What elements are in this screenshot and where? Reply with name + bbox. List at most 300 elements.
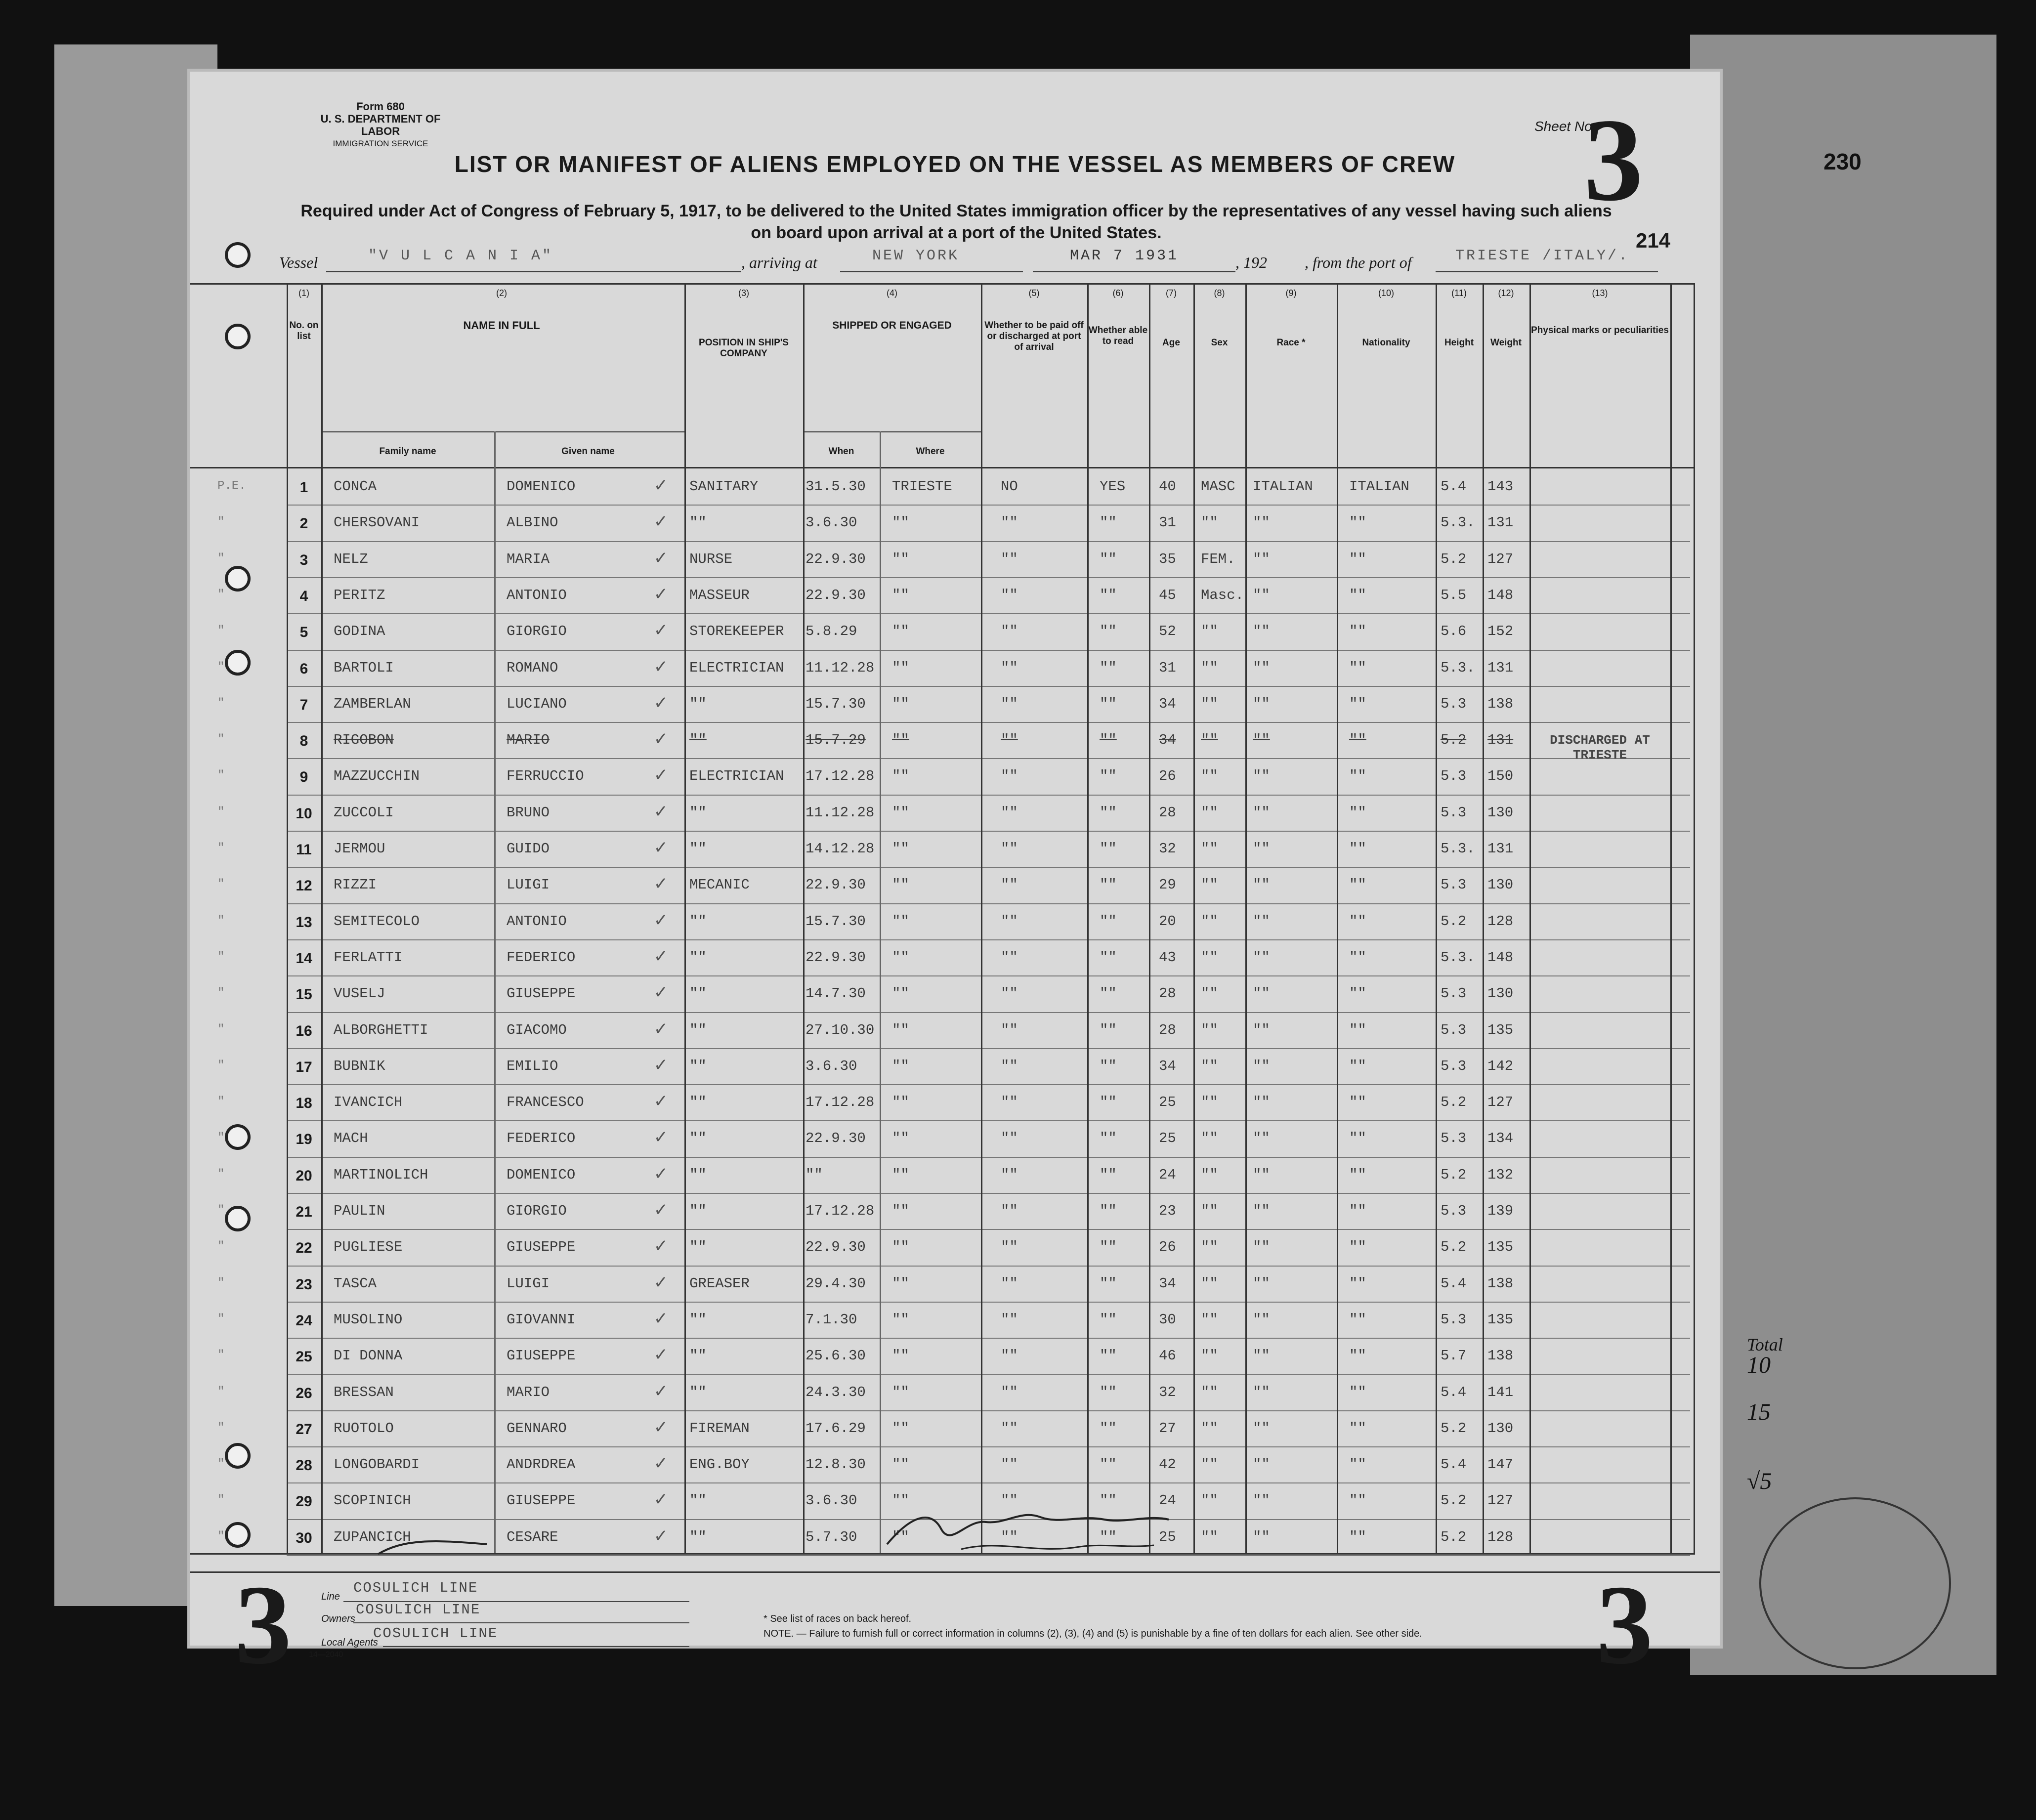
binder-hole — [225, 242, 251, 268]
cell-paid: "" — [1001, 1275, 1018, 1292]
cell-paid: "" — [1001, 550, 1018, 567]
manifest-footer — [190, 1562, 1720, 1688]
row-number: 4 — [299, 588, 308, 604]
cell-sex: "" — [1201, 623, 1218, 640]
cell-height: 5.3 — [1441, 768, 1467, 785]
cell-weight: 150 — [1487, 768, 1514, 785]
cell-given: GIUSEPPE — [507, 1239, 576, 1256]
cell-paid: "" — [1001, 768, 1018, 785]
cell-race: "" — [1253, 1348, 1270, 1364]
table-row — [190, 1338, 1693, 1374]
row-number: 24 — [296, 1312, 312, 1329]
check-mark-icon: ✓ — [655, 910, 667, 932]
col-num-12: (12) — [1498, 288, 1514, 298]
cell-height: 5.2 — [1441, 913, 1467, 930]
cell-race: "" — [1253, 1166, 1270, 1183]
cell-race: "" — [1253, 768, 1270, 785]
cell-age: 46 — [1159, 1348, 1176, 1364]
cell-race: "" — [1253, 732, 1270, 749]
cell-race: "" — [1253, 1275, 1270, 1292]
cell-nat: "" — [1349, 1130, 1366, 1147]
check-mark-icon: ✓ — [655, 801, 667, 824]
cell-position: "" — [689, 985, 707, 1002]
cell-sex: "" — [1201, 1492, 1218, 1509]
cell-when: 3.6.30 — [806, 1058, 857, 1074]
check-mark-icon: ✓ — [655, 656, 667, 679]
cell-position: "" — [689, 949, 707, 966]
cell-nat: "" — [1349, 1456, 1366, 1473]
cell-where: "" — [892, 550, 909, 567]
owners-value: COSULICH LINE — [356, 1602, 481, 1618]
table-row — [190, 722, 1693, 758]
cell-where: "" — [892, 1094, 909, 1111]
cell-weight: 132 — [1487, 1166, 1514, 1183]
cell-weight: 138 — [1487, 1275, 1514, 1292]
cell-when: 17.12.28 — [806, 768, 875, 785]
cell-read: "" — [1100, 514, 1117, 531]
cell-family: TASCA — [334, 1275, 377, 1292]
col-head-shipped: SHIPPED OR ENGAGED — [832, 320, 952, 331]
crew-table — [190, 283, 1693, 1553]
margin-mark: " — [217, 733, 225, 747]
department-name: U. S. DEPARTMENT OF LABOR — [320, 113, 441, 137]
cell-race: "" — [1253, 550, 1270, 567]
cell-height: 5.3 — [1441, 1311, 1467, 1328]
col-head-age: Age — [1162, 338, 1180, 348]
col-head-height: Height — [1444, 338, 1474, 348]
cell-when: 17.6.29 — [806, 1420, 866, 1437]
sheet-number: 3 — [1584, 94, 1643, 225]
cell-weight: 131 — [1487, 514, 1514, 531]
cell-paid: "" — [1001, 1384, 1018, 1400]
row-number: 14 — [296, 950, 312, 967]
subtitle-line-1: Required under Act of Congress of February 5, 1917, to be delivered to the United States immigration officer by the representatives of any vessel having such aliens — [300, 202, 1612, 220]
cell-race: "" — [1253, 804, 1270, 821]
cell-position: STOREKEEPER — [689, 623, 784, 640]
cell-sex: "" — [1201, 1130, 1218, 1147]
table-row — [190, 867, 1693, 903]
cell-race: "" — [1253, 659, 1270, 676]
cell-paid: "" — [1001, 804, 1018, 821]
cell-given: FERRUCCIO — [507, 768, 584, 785]
form-code: 14—2040 — [309, 1651, 343, 1659]
cell-height: 5.3 — [1441, 1203, 1467, 1219]
cell-read: "" — [1100, 1094, 1117, 1111]
cell-weight: 142 — [1487, 1058, 1514, 1074]
cell-where: "" — [892, 1492, 909, 1509]
underlying-right-sheet — [1690, 35, 1996, 1675]
agents-value: COSULICH LINE — [373, 1625, 498, 1642]
cell-position: FIREMAN — [689, 1420, 750, 1437]
table-row — [190, 939, 1693, 975]
check-mark-icon: ✓ — [655, 1381, 667, 1403]
row-number: 7 — [299, 696, 308, 713]
tally-value-1: 10 — [1747, 1352, 1771, 1378]
cell-sex: "" — [1201, 1384, 1218, 1400]
cell-weight: 134 — [1487, 1130, 1514, 1147]
cell-where: "" — [892, 1203, 909, 1219]
cell-given: GIORGIO — [507, 623, 567, 640]
table-row — [190, 1120, 1693, 1156]
service-name: IMMIGRATION SERVICE — [333, 139, 428, 148]
cell-where: "" — [892, 623, 909, 640]
table-row — [190, 541, 1693, 577]
cell-nat: "" — [1349, 1275, 1366, 1292]
table-row — [190, 1229, 1693, 1265]
cell-age: 52 — [1159, 623, 1176, 640]
cell-when: 27.10.30 — [806, 1021, 875, 1038]
row-number: 28 — [296, 1457, 312, 1474]
page-subtitle — [240, 200, 1673, 244]
cell-position: "" — [689, 732, 707, 749]
cell-when: 3.6.30 — [806, 1492, 857, 1509]
table-row — [190, 1193, 1693, 1229]
cell-nat: "" — [1349, 768, 1366, 785]
sheet-label: Sheet No. — [1534, 119, 1596, 134]
cell-race: "" — [1253, 587, 1270, 603]
cell-sex: "" — [1201, 1456, 1218, 1473]
footer-sheet-number-right: 3 — [1596, 1562, 1653, 1688]
cell-position: ELECTRICIAN — [689, 659, 784, 676]
cell-sex: "" — [1201, 1166, 1218, 1183]
cell-weight: 135 — [1487, 1239, 1514, 1256]
row-number: 10 — [296, 805, 312, 822]
cell-given: LUIGI — [507, 877, 550, 893]
cell-where: "" — [892, 1239, 909, 1256]
cell-paid: "" — [1001, 1311, 1018, 1328]
cell-age: 32 — [1159, 1384, 1176, 1400]
cell-read: "" — [1100, 768, 1117, 785]
vessel-label: Vessel — [279, 254, 318, 271]
margin-mark: " — [217, 805, 225, 819]
row-number: 23 — [296, 1276, 312, 1293]
cell-read: "" — [1100, 1311, 1117, 1328]
cell-height: 5.2 — [1441, 1094, 1467, 1111]
cell-when: 15.7.30 — [806, 913, 866, 930]
cell-given: GENNARO — [507, 1420, 567, 1437]
cell-read: YES — [1100, 478, 1126, 495]
penalty-note: NOTE. — Failure to furnish full or correct information in columns (2), (3), (4) and (5) is punishable by a fine of ten dollars for each alien. See other side. — [764, 1628, 1422, 1639]
check-mark-icon: ✓ — [655, 1453, 667, 1476]
table-row — [190, 1374, 1693, 1410]
margin-mark: " — [217, 1349, 225, 1362]
cell-given: LUCIANO — [507, 695, 567, 712]
cell-weight: 135 — [1487, 1021, 1514, 1038]
cell-position: "" — [689, 1166, 707, 1183]
cell-nat: "" — [1349, 514, 1366, 531]
cell-height: 5.2 — [1441, 1420, 1467, 1437]
cell-height: 5.2 — [1441, 1528, 1467, 1545]
cell-family: MARTINOLICH — [334, 1166, 428, 1183]
cell-age: 24 — [1159, 1166, 1176, 1183]
check-mark-icon: ✓ — [655, 584, 667, 606]
page-title: LIST OR MANIFEST OF ALIENS EMPLOYED ON THE VESSEL AS MEMBERS OF CREW — [454, 151, 1456, 177]
cell-height: 5.3 — [1441, 985, 1467, 1002]
cell-paid: "" — [1001, 1166, 1018, 1183]
cell-nat: "" — [1349, 1021, 1366, 1038]
row-number: 17 — [296, 1058, 312, 1075]
cell-position: "" — [689, 1492, 707, 1509]
row-number: 1 — [299, 479, 308, 496]
cell-height: 5.4 — [1441, 1384, 1467, 1400]
cell-age: 30 — [1159, 1311, 1176, 1328]
cell-where: "" — [892, 659, 909, 676]
table-row — [190, 468, 1693, 505]
cell-age: 34 — [1159, 695, 1176, 712]
cell-where: "" — [892, 1130, 909, 1147]
cell-read: "" — [1100, 1203, 1117, 1219]
row-number: 18 — [296, 1095, 312, 1112]
cell-age: 27 — [1159, 1420, 1176, 1437]
cell-where: "" — [892, 514, 909, 531]
cell-age: 26 — [1159, 1239, 1176, 1256]
cell-given: DOMENICO — [507, 478, 576, 495]
margin-mark: " — [217, 1276, 225, 1290]
cell-family: SEMITECOLO — [334, 913, 420, 930]
margin-mark: " — [217, 1421, 225, 1435]
table-row — [190, 975, 1693, 1012]
col-head-family-name: Family name — [379, 446, 436, 457]
cell-read: "" — [1100, 1021, 1117, 1038]
cell-weight: 138 — [1487, 1348, 1514, 1364]
cell-where: "" — [892, 913, 909, 930]
cell-paid: "" — [1001, 1492, 1018, 1509]
margin-mark: " — [217, 624, 225, 638]
cell-when: 22.9.30 — [806, 550, 866, 567]
row-number: 3 — [299, 551, 308, 568]
cell-when: 7.1.30 — [806, 1311, 857, 1328]
cell-where: "" — [892, 841, 909, 857]
check-mark-icon: ✓ — [655, 1417, 667, 1439]
cell-height: 5.6 — [1441, 623, 1467, 640]
cell-family: ZAMBERLAN — [334, 695, 411, 712]
cell-height: 5.4 — [1441, 1275, 1467, 1292]
cell-height: 5.2 — [1441, 1492, 1467, 1509]
cell-age: 40 — [1159, 478, 1176, 495]
row-number: 8 — [299, 733, 308, 750]
margin-mark: " — [217, 551, 225, 565]
cell-height: 5.2 — [1441, 1239, 1467, 1256]
cell-height: 5.2 — [1441, 550, 1467, 567]
cell-weight: 130 — [1487, 877, 1514, 893]
cell-age: 31 — [1159, 659, 1176, 676]
check-mark-icon: ✓ — [655, 1525, 667, 1548]
cell-when: 31.5.30 — [806, 478, 866, 495]
cell-age: 34 — [1159, 1275, 1176, 1292]
cell-age: 24 — [1159, 1492, 1176, 1509]
cell-age: 28 — [1159, 1021, 1176, 1038]
col-num-5: (5) — [1028, 288, 1040, 298]
cell-when: 25.6.30 — [806, 1348, 866, 1364]
col-head-where: Where — [916, 446, 945, 457]
cell-given: LUIGI — [507, 1275, 550, 1292]
cell-given: ROMANO — [507, 659, 558, 676]
check-mark-icon: ✓ — [655, 511, 667, 534]
cell-read: "" — [1100, 1130, 1117, 1147]
vessel-line — [279, 248, 1712, 278]
cell-given: EMILIO — [507, 1058, 558, 1074]
cell-paid: "" — [1001, 1094, 1018, 1111]
cell-height: 5.3. — [1441, 659, 1475, 676]
table-row — [190, 1048, 1693, 1084]
cell-weight: 131 — [1487, 841, 1514, 857]
cell-family: RIZZI — [334, 877, 377, 893]
cell-sex: "" — [1201, 985, 1218, 1002]
col-head-sex: Sex — [1211, 338, 1228, 348]
cell-when: 24.3.30 — [806, 1384, 866, 1400]
col-head-physical-marks: Physical marks or peculiarities — [1531, 325, 1669, 336]
cell-where: "" — [892, 1348, 909, 1364]
cell-sex: "" — [1201, 1094, 1218, 1111]
cell-nat: "" — [1349, 1166, 1366, 1183]
cell-sex: "" — [1201, 1528, 1218, 1545]
margin-mark: " — [217, 950, 225, 964]
cell-given: CESARE — [507, 1528, 558, 1545]
cell-given: ALBINO — [507, 514, 558, 531]
cell-height: 5.2 — [1441, 1166, 1467, 1183]
margin-mark: " — [217, 1312, 225, 1326]
cell-when: "" — [806, 1166, 823, 1183]
cell-where: "" — [892, 1528, 909, 1545]
cell-nat: "" — [1349, 659, 1366, 676]
cell-nat: "" — [1349, 1384, 1366, 1400]
cell-position: "" — [689, 1348, 707, 1364]
row-number: 11 — [296, 842, 312, 858]
cell-family: BUBNIK — [334, 1058, 385, 1074]
row-number: 21 — [296, 1204, 312, 1220]
col-num-4: (4) — [887, 288, 897, 298]
cell-age: 34 — [1159, 1058, 1176, 1074]
cell-nat: "" — [1349, 1492, 1366, 1509]
cell-age: 25 — [1159, 1528, 1176, 1545]
cell-age: 45 — [1159, 587, 1176, 603]
cell-age: 35 — [1159, 550, 1176, 567]
cell-family: JERMOU — [334, 841, 385, 857]
cell-paid: "" — [1001, 1203, 1018, 1219]
cell-age: 20 — [1159, 913, 1176, 930]
cell-position: "" — [689, 514, 707, 531]
cell-paid: "" — [1001, 1528, 1018, 1545]
arriving-label: , arriving at — [741, 254, 817, 271]
cell-race: "" — [1253, 1528, 1270, 1545]
cell-race: "" — [1253, 1130, 1270, 1147]
cell-nat: "" — [1349, 804, 1366, 821]
cell-race: "" — [1253, 841, 1270, 857]
col-head-when: When — [828, 446, 854, 457]
cell-read: "" — [1100, 913, 1117, 930]
cell-read: "" — [1100, 1528, 1117, 1545]
cell-family: ALBORGHETTI — [334, 1021, 428, 1038]
cell-when: 5.7.30 — [806, 1528, 857, 1545]
col-num-10: (10) — [1378, 288, 1394, 298]
cell-weight: 152 — [1487, 623, 1514, 640]
cell-sex: "" — [1201, 695, 1218, 712]
manifest-sheet — [190, 72, 1720, 1688]
cell-weight: 130 — [1487, 1420, 1514, 1437]
margin-mark: " — [217, 1457, 225, 1471]
cell-read: "" — [1100, 550, 1117, 567]
cell-sex: "" — [1201, 949, 1218, 966]
cell-family: GODINA — [334, 623, 385, 640]
table-row — [190, 1157, 1693, 1193]
cell-paid: "" — [1001, 913, 1018, 930]
cell-paid: "" — [1001, 1021, 1018, 1038]
margin-mark: " — [217, 1095, 225, 1109]
cell-weight: 139 — [1487, 1203, 1514, 1219]
cell-where: "" — [892, 1021, 909, 1038]
row-number: 9 — [299, 769, 308, 786]
col-head-number: No. on list — [289, 320, 319, 341]
vessel-name: "V U L C A N I A" — [368, 248, 553, 264]
col-num-9: (9) — [1285, 288, 1297, 298]
cell-weight: 130 — [1487, 985, 1514, 1002]
cell-nat: "" — [1349, 1203, 1366, 1219]
table-row — [190, 577, 1693, 613]
cell-race: "" — [1253, 1456, 1270, 1473]
cell-given: BRUNO — [507, 804, 550, 821]
cell-nat: "" — [1349, 550, 1366, 567]
cell-where: "" — [892, 804, 909, 821]
cell-read: "" — [1100, 695, 1117, 712]
margin-mark: " — [217, 769, 225, 783]
row-number: 15 — [296, 986, 312, 1003]
cell-weight: 131 — [1487, 659, 1514, 676]
cell-position: "" — [689, 1021, 707, 1038]
cell-height: 5.3 — [1441, 1058, 1467, 1074]
cell-height: 5.7 — [1441, 1348, 1467, 1364]
table-row — [190, 795, 1693, 831]
margin-mark: " — [217, 1058, 225, 1072]
cell-age: 28 — [1159, 804, 1176, 821]
page-number: 214 — [1636, 229, 1671, 252]
cell-position: "" — [689, 1130, 707, 1147]
cell-nat: "" — [1349, 985, 1366, 1002]
cell-given: MARIO — [507, 732, 550, 749]
check-mark-icon: ✓ — [655, 1272, 667, 1295]
cell-paid: "" — [1001, 1348, 1018, 1364]
footer-sheet-number-left: 3 — [235, 1562, 292, 1688]
cell-read: "" — [1100, 732, 1117, 749]
cell-read: "" — [1100, 949, 1117, 966]
check-mark-icon: ✓ — [655, 1200, 667, 1222]
cell-paid: "" — [1001, 623, 1018, 640]
cell-when: 22.9.30 — [806, 877, 866, 893]
cell-nat: "" — [1349, 913, 1366, 930]
cell-read: "" — [1100, 623, 1117, 640]
col-num-6: (6) — [1112, 288, 1124, 298]
cell-position: "" — [689, 804, 707, 821]
table-row — [190, 1012, 1693, 1048]
cell-race: "" — [1253, 695, 1270, 712]
cell-where: "" — [892, 695, 909, 712]
cell-height: 5.5 — [1441, 587, 1467, 603]
from-label: , from the port of — [1305, 254, 1412, 271]
cell-family: ZUCCOLI — [334, 804, 394, 821]
cell-age: 25 — [1159, 1094, 1176, 1111]
cell-weight: 143 — [1487, 478, 1514, 495]
tally-label: Total — [1747, 1335, 1783, 1354]
cell-family: ZUPANCICH — [334, 1528, 411, 1545]
cell-family: PUGLIESE — [334, 1239, 403, 1256]
arriving-port: NEW YORK — [872, 248, 960, 264]
cell-age: 31 — [1159, 514, 1176, 531]
cell-family: MAZZUCCHIN — [334, 768, 420, 785]
cell-family: IVANCICH — [334, 1094, 403, 1111]
table-row — [190, 831, 1693, 867]
subtitle-line-2: on board upon arrival at a port of the United States. — [751, 223, 1162, 242]
cell-nat: "" — [1349, 623, 1366, 640]
table-row — [190, 650, 1693, 686]
